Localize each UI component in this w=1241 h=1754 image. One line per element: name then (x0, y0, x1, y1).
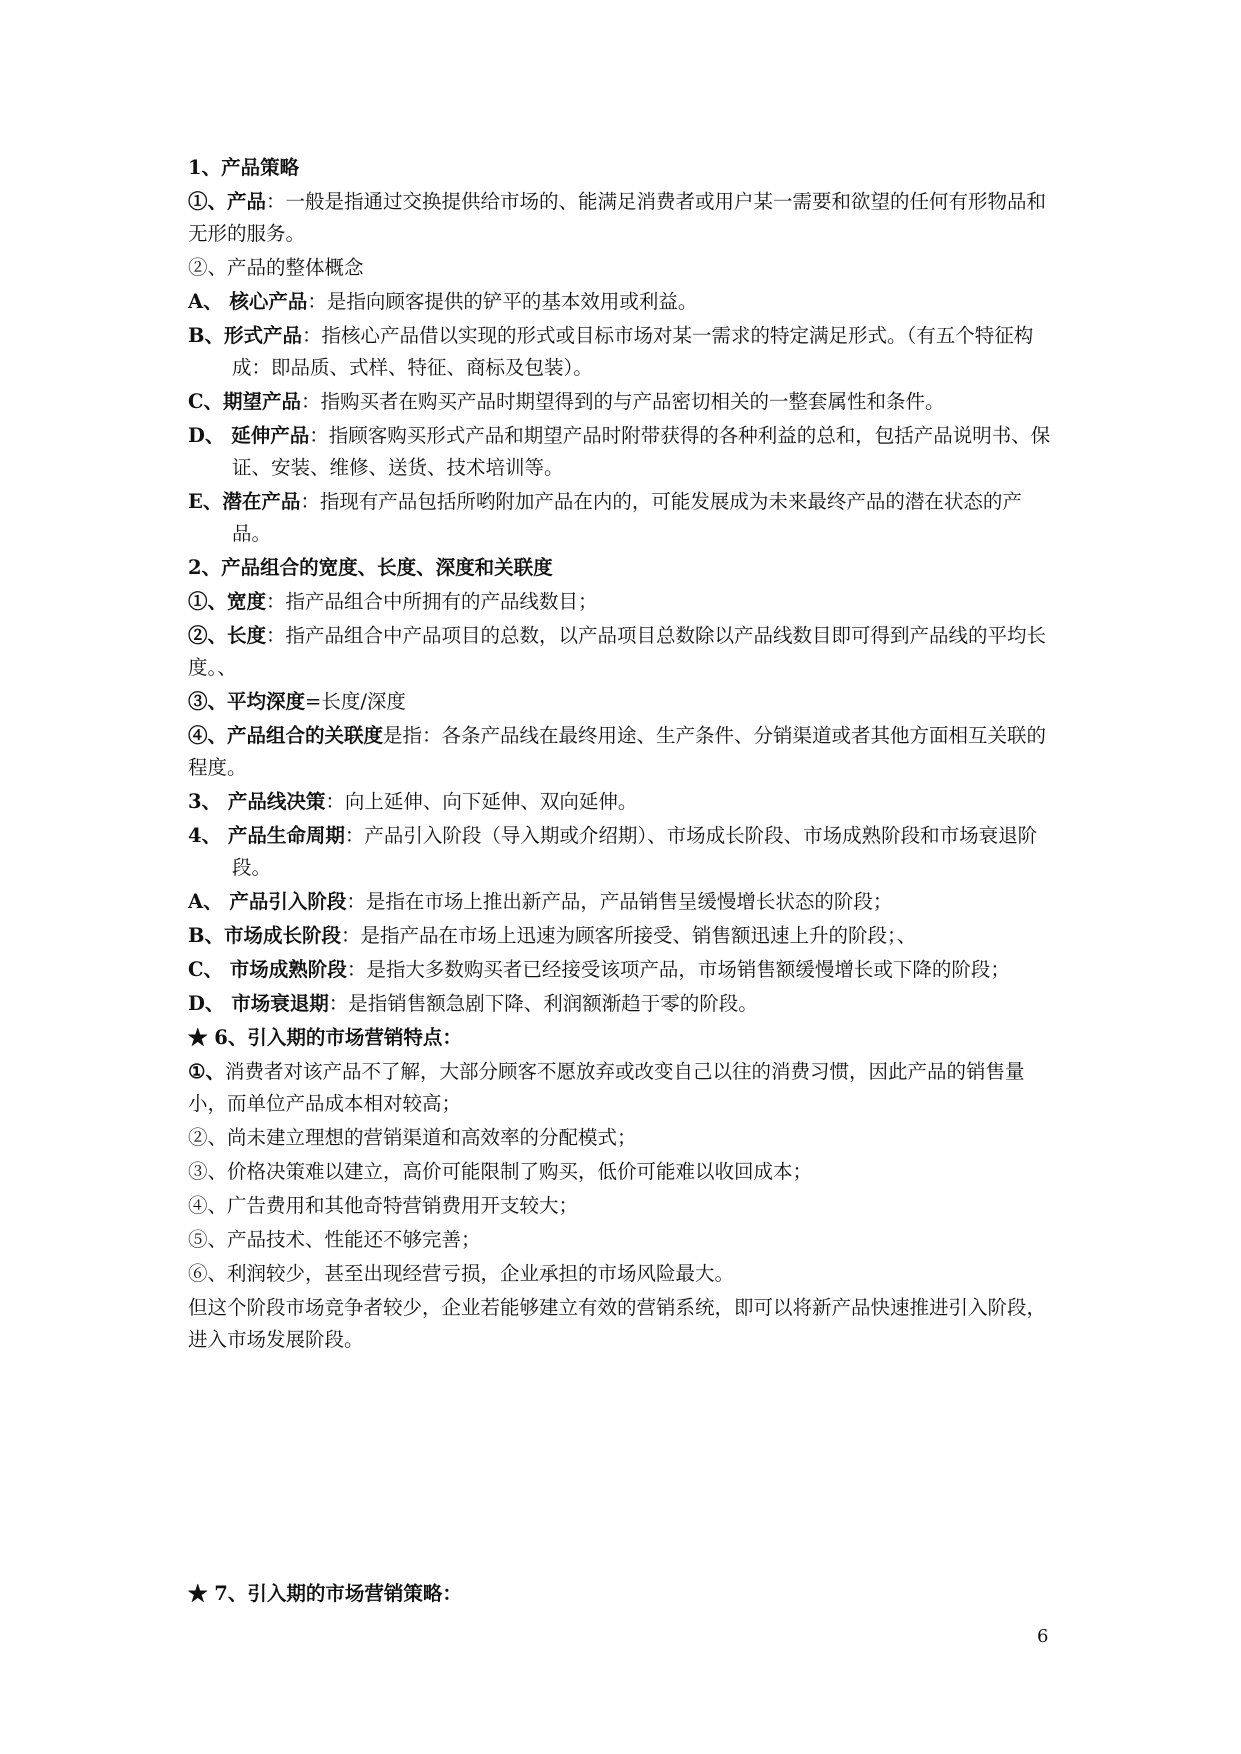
paragraph (188, 486, 1058, 550)
paragraph (188, 420, 1058, 484)
bold-term: B、市场成长阶段 (188, 924, 341, 947)
paragraph (188, 1156, 1058, 1188)
bold-term: D、 市场衰退期 (188, 992, 329, 1015)
paragraph-text: ②、尚未建立理想的营销渠道和高效率的分配模式； (188, 1126, 637, 1149)
paragraph (188, 886, 1058, 918)
paragraph-text: ：一般是指通过交换提供给市场的、能满足消费者或用户某一需要和欲望的任何有形物品和无形的服务。 (188, 190, 1047, 245)
paragraph-text: ：是指在市场上推出新产品，产品销售呈缓慢增长状态的阶段； (346, 890, 893, 913)
paragraph-text: ④、广告费用和其他奇特营销费用开支较大； (188, 1194, 579, 1217)
section-heading: ★ 7、引入期的市场营销策略： (188, 1582, 462, 1605)
document-body (188, 152, 1058, 1612)
paragraph (188, 1258, 1058, 1290)
page-number: 6 (1037, 1626, 1049, 1647)
paragraph (188, 1224, 1058, 1256)
bold-term: ②、长度 (188, 624, 267, 647)
paragraph-text: ：指核心产品借以实现的形式或目标市场对某一需求的特定满足形式。（有五个特征构成：即品质、式样、特征、商标及包装）。 (232, 324, 1034, 379)
bold-term: ①、产品 (188, 190, 267, 213)
paragraph-text: ：指现有产品包括所哟附加产品在内的，可能发展成为未来最终产品的潜在状态的产品。 (232, 490, 1022, 545)
paragraph-text: 但这个阶段市场竞争者较少，企业若能够建立有效的营销系统，即可以将新产品快速推进引入阶段，进入市场发展阶段。 (188, 1296, 1047, 1351)
bold-term: C、期望产品 (188, 390, 302, 413)
paragraph (188, 820, 1058, 884)
paragraph (188, 152, 1058, 184)
paragraph (188, 252, 1058, 284)
paragraph (188, 1022, 1058, 1054)
paragraph-text: ：指产品组合中所拥有的产品线数目； (266, 590, 598, 613)
bold-term: E、潜在产品 (188, 490, 301, 513)
paragraph (188, 586, 1058, 618)
paragraph (188, 1292, 1058, 1356)
paragraph-text: ：向上延伸、向下延伸、双向延伸。 (325, 790, 638, 813)
paragraph-text: ⑤、产品技术、性能还不够完善； (188, 1228, 481, 1251)
bold-term: ①、宽度 (188, 590, 267, 613)
paragraph (188, 954, 1058, 986)
bold-term: 3、 产品线决策 (188, 790, 326, 813)
paragraph-text: =长度/深度 (305, 690, 406, 713)
paragraph (188, 186, 1058, 250)
paragraph-text: ：是指向顾客提供的铲平的基本效用或利益。 (307, 290, 698, 313)
paragraph-text: ：是指销售额急剧下降、利润额渐趋于零的阶段。 (328, 992, 758, 1015)
paragraph (188, 552, 1058, 584)
bold-term: C、 市场成熟阶段 (188, 958, 347, 981)
paragraph-text: ：指产品组合中产品项目的总数，以产品项目总数除以产品线数目即可得到产品线的平均长度。、 (188, 624, 1047, 679)
bold-term: ③、平均深度 (188, 690, 306, 713)
paragraph (188, 1122, 1058, 1154)
paragraph-text: ③、价格决策难以建立，高价可能限制了购买，低价可能难以收回成本； (188, 1160, 813, 1183)
paragraph-text: ：指购买者在购买产品时期望得到的与产品密切相关的一整套属性和条件。 (301, 390, 945, 413)
paragraph (188, 988, 1058, 1020)
bold-term: D、 延伸产品 (188, 424, 310, 447)
paragraph-text: 是指：各条产品线在最终用途、生产条件、分销渠道或者其他方面相互关联的程度。 (188, 724, 1047, 779)
paragraph (188, 1190, 1058, 1222)
bold-term: A、 核心产品 (188, 290, 308, 313)
paragraph (188, 1056, 1058, 1120)
blank-space (188, 1358, 1058, 1578)
bold-term: 1、产品策略 (188, 156, 300, 179)
bold-term: 2、产品组合的宽度、长度、深度和关联度 (188, 556, 553, 579)
paragraph (188, 320, 1058, 384)
bold-term: ★ 6、引入期的市场营销特点： (188, 1026, 462, 1049)
bold-term: B、形式产品 (188, 324, 302, 347)
paragraph-text: ：产品引入阶段（导入期或介绍期）、市场成长阶段、市场成熟阶段和市场衰退阶段。 (232, 824, 1038, 879)
paragraph (188, 386, 1058, 418)
paragraph-text: ：是指产品在市场上迅速为顾客所接受、销售额迅速上升的阶段；、 (340, 924, 917, 947)
paragraph (188, 720, 1058, 784)
bold-term: ④、产品组合的关联度 (188, 724, 384, 747)
bold-term: 4、 产品生命周期 (188, 824, 345, 847)
paragraph-text: ：是指大多数购买者已经接受该项产品，市场销售额缓慢增长或下降的阶段； (346, 958, 1010, 981)
paragraph (188, 620, 1058, 684)
paragraph-text: ②、产品的整体概念 (188, 256, 364, 279)
paragraph (188, 286, 1058, 318)
bold-term: ①、 (188, 1060, 225, 1083)
bold-term: A、 产品引入阶段 (188, 890, 347, 913)
paragraph-text: ⑥、利润较少，甚至出现经营亏损，企业承担的市场风险最大。 (188, 1262, 735, 1285)
paragraph-text: 消费者对该产品不了解，大部分顾客不愿放弃或改变自己以往的消费习惯，因此产品的销售量小，而单位产品成本相对较高； (188, 1060, 1025, 1115)
paragraph-text: ：指顾客购买形式产品和期望产品时附带获得的各种利益的总和，包括产品说明书、保证、安装、维修、送货、技术培训等。 (232, 424, 1051, 479)
paragraph (188, 920, 1058, 952)
paragraph (188, 786, 1058, 818)
paragraph (188, 686, 1058, 718)
